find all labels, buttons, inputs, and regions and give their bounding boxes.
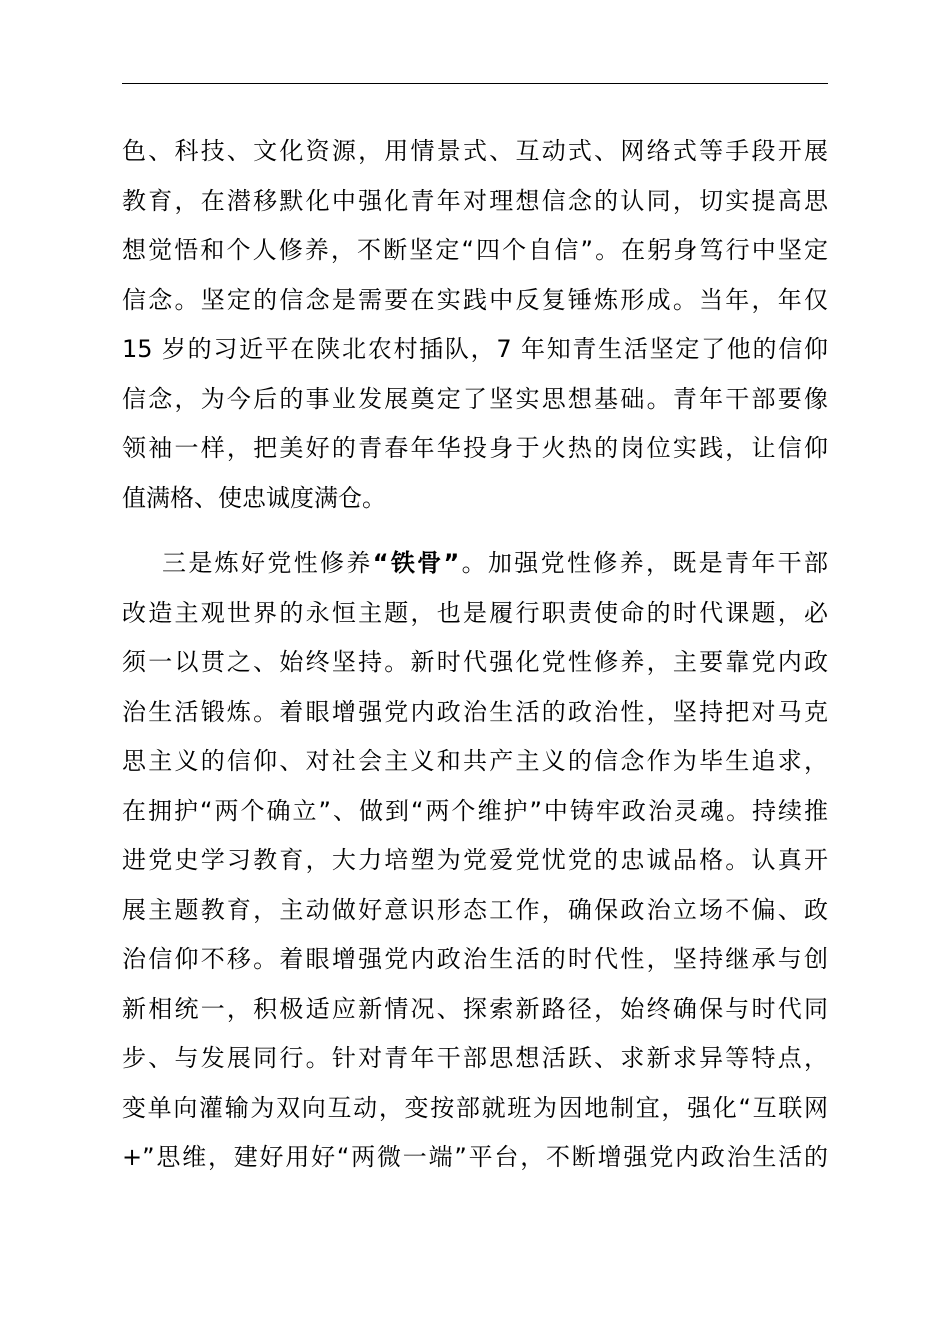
text-line: 步、与发展同行。针对青年干部思想活跃、求新求异等特点， [122,1044,828,1072]
text-line: +”思维，建好用好“两微一端”平台，不断增强党内政治生活的 [122,1143,828,1171]
heading-emphasis: “铁骨” [372,549,460,577]
text-line: 治生活锻炼。着眼增强党内政治生活的政治性，坚持把对马克 [122,697,828,726]
text-line: 进党史学习教育，大力培塑为党爱党忧党的忠诚品格。认真开 [122,846,828,874]
text-line: 改造主观世界的永恒主题，也是履行职责使命的时代课题，必 [122,598,828,627]
paragraph [122,539,828,1183]
text-line: 展主题教育，主动做好意识形态工作，确保政治立场不偏、政 [122,895,828,924]
text-line: 15 岁的习近平在陕北农村插队，7 年知青生活坚定了他的信仰 [122,335,828,363]
text-line: 想觉悟和个人修养，不断坚定“四个自信”。在躬身笃行中坚定 [122,236,828,264]
text-line: 须一以贯之、始终坚持。新时代强化党性修养，主要靠党内政 [122,648,828,676]
text-line: 领袖一样，把美好的青春年华投身于火热的岗位实践，让信仰 [122,434,828,462]
text-line: 信念，为今后的事业发展奠定了坚实思想基础。青年干部要像 [122,384,828,413]
text-line: 思主义的信仰、对社会主义和共产主义的信念作为毕生追求， [122,747,828,775]
text-line: 在拥护“两个确立”、做到“两个维护”中铸牢政治灵魂。持续推 [122,796,828,825]
text-line: 教育，在潜移默化中强化青年对理想信念的认同，切实提高思 [122,186,828,215]
header-rule [122,83,828,84]
document-body [122,127,828,1183]
text-line: 治信仰不移。着眼增强党内政治生活的时代性，坚持继承与创 [122,945,828,973]
heading-prefix: 三是炼好党性修养 [162,549,373,577]
text-line: 变单向灌输为双向互动，变按部就班为因地制宜，强化“互联网 [122,1093,828,1122]
text-line: 色、科技、文化资源，用情景式、互动式、网络式等手段开展 [122,137,828,165]
paragraph [122,127,828,523]
text-line-heading [122,539,828,589]
text-line: 新相统一，积极适应新情况、探索新路径，始终确保与时代同 [122,994,828,1023]
heading-suffix: 。加强党性修养，既是青年干部 [459,549,829,577]
text-line: 信念。坚定的信念是需要在实践中反复锤炼形成。当年，年仅 [122,285,828,314]
text-line: 值满格、使忠诚度满仓。 [122,483,386,512]
paragraph-spacer [122,523,828,539]
